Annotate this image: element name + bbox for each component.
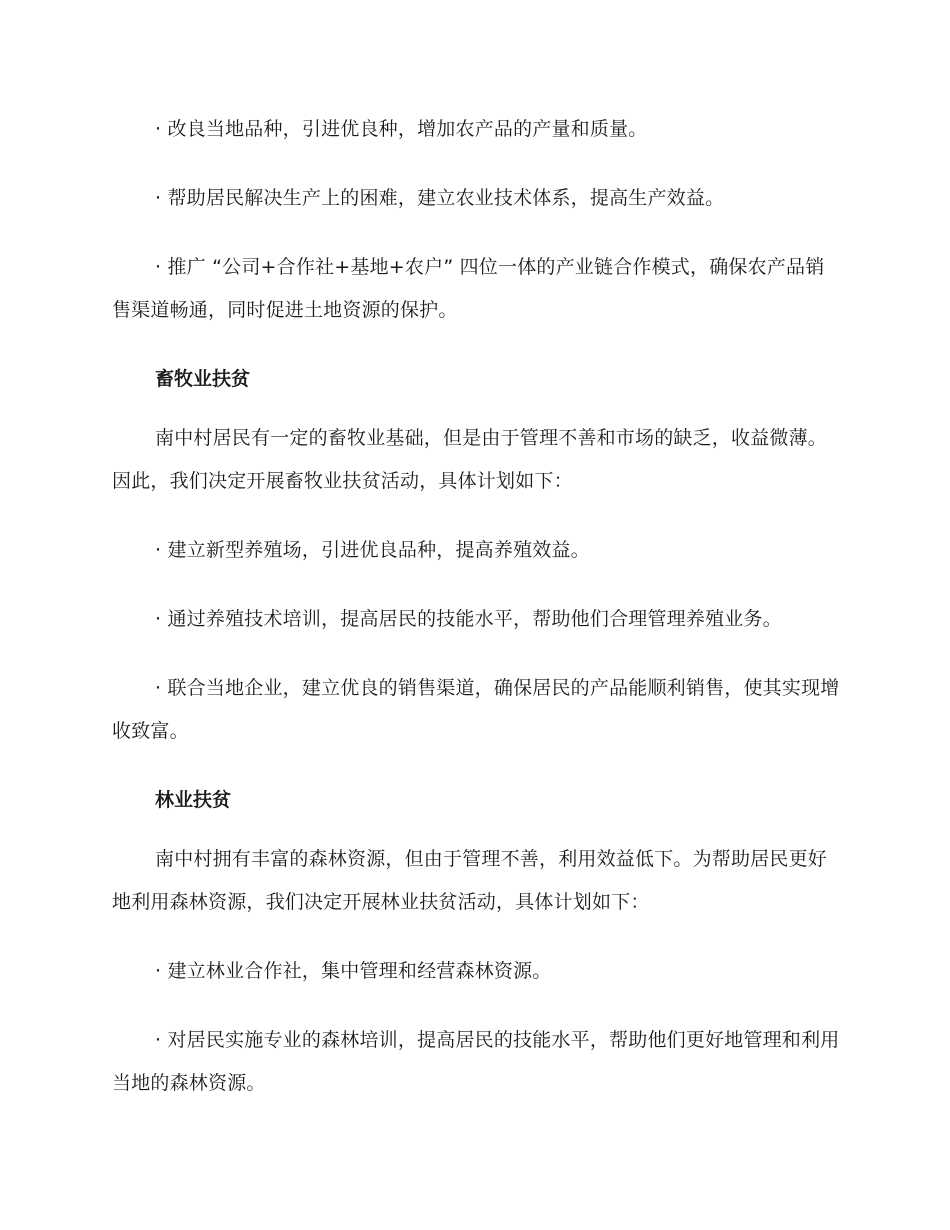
forestry-bullet-2: · 对居民实施专业的森林培训，提高居民的技能水平，帮助他们更好地管理和利用当地的森林资源。	[112, 1029, 840, 1094]
livestock-bullet-1: · 建立新型养殖场，引进优良品种，提高养殖效益。	[155, 539, 590, 561]
livestock-intro: 南中村居民有一定的畜牧业基础，但是由于管理不善和市场的缺乏，收益微薄。因此，我们决定开展畜牧业扶贫活动，具体计划如下：	[112, 427, 828, 492]
forestry-bullet-1: · 建立林业合作社，集中管理和经营森林资源。	[155, 960, 552, 982]
document-body	[112, 108, 840, 1131]
section-heading-livestock: 畜牧业扶贫	[155, 368, 251, 390]
livestock-bullet-3: · 联合当地企业，建立优良的销售渠道，确保居民的产品能顺利销售，使其实现增收致富。	[112, 677, 840, 742]
agri-bullet-2: · 帮助居民解决生产上的困难，建立农业技术体系，提高生产效益。	[155, 187, 725, 209]
forestry-intro: 南中村拥有丰富的森林资源，但由于管理不善，利用效益低下。为帮助居民更好地利用森林资源，我们决定开展林业扶贫活动，具体计划如下：	[112, 848, 828, 913]
agri-bullet-3: · 推广 “公司+合作社+基地+农户” 四位一体的产业链合作模式，确保农产品销售渠道畅通，同时促进土地资源的保护。	[112, 256, 825, 321]
agri-bullet-1: · 改良当地品种，引进优良种，增加农产品的产量和质量。	[155, 118, 648, 140]
livestock-bullet-2: · 通过养殖技术培训，提高居民的技能水平，帮助他们合理管理养殖业务。	[155, 608, 782, 630]
section-heading-forestry: 林业扶贫	[155, 789, 232, 811]
